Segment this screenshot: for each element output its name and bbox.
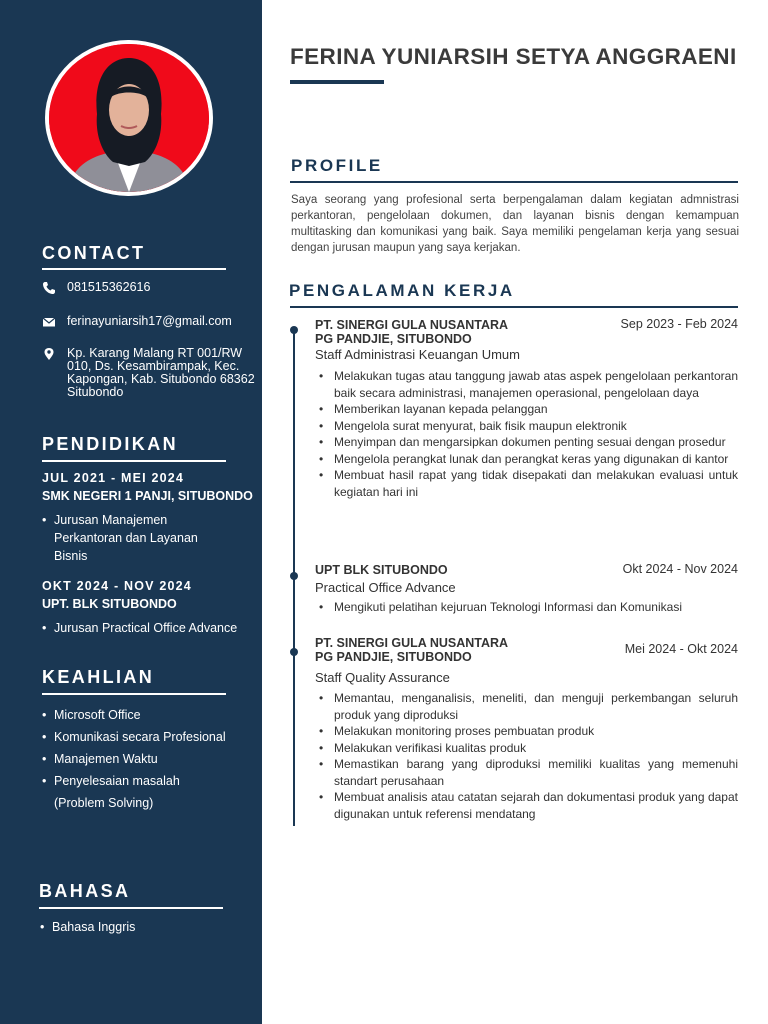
skills-divider [42, 693, 226, 695]
list-item: • Melakukan tugas atau tanggung jawab atas aspek pengelolaan perkantoran baik secara administrasi, manajemen operasional, pengelolaan daya [315, 368, 738, 401]
profile-summary: Saya seorang yang profesional serta berpengalaman dalam kegiatan admnistrasi perkantoran, pengelolaan dokumen, dan layanan bisnis dengan kemampuan multitasking dan komunikasi yang baik. Saya memiliki pengelaman kerja yang sesuai dengan jurusan maupun yang saya kerjakan. [291, 194, 739, 254]
profile-heading: PROFILE [291, 156, 383, 175]
list-item: • Microsoft Office [42, 704, 242, 726]
job-role: Staff Administrasi Keuangan Umum [315, 347, 520, 362]
list-item: • Mengelola surat menyurat, baik fisik maupun elektronik [315, 418, 738, 435]
list-item: • Memantau, menganalisis, meneliti, dan menguji perkembangan seluruh produk yang diproduksi [315, 690, 738, 723]
experience-heading: PENGALAMAN KERJA [289, 281, 515, 300]
education-details [42, 511, 222, 565]
list-item: • Membuat hasil rapat yang tidak disepakati dan melakukan evaluasi untuk kegiatan hari ini [315, 467, 738, 500]
list-item: • Jurusan Practical Office Advance [42, 619, 252, 637]
company-name: UPT BLK SITUBONDO [315, 563, 448, 577]
education-divider [42, 460, 226, 462]
education-school: UPT. BLK SITUBONDO [42, 597, 177, 611]
company-name: PT. SINERGI GULA NUSANTARA [315, 636, 509, 650]
address-text: Kp. Karang Malang RT 001/RW 010, Ds. Kesambirampak, Kec. Kapongan, Kab. Situbondo 68362 Situbondo [67, 346, 255, 399]
education-details [42, 619, 252, 637]
languages-divider [39, 907, 223, 909]
contact-heading: CONTACT [42, 243, 146, 263]
job-date: Sep 2023 - Feb 2024 [620, 317, 738, 331]
job-date: Okt 2024 - Nov 2024 [622, 562, 738, 576]
timeline-dot [290, 326, 298, 334]
job-duties [315, 690, 738, 822]
mail-icon [42, 315, 56, 329]
job-company [315, 563, 448, 577]
list-item: • Memastikan barang yang diproduksi memiliki kualitas yang memenuhi standart perusahaan [315, 756, 738, 789]
job-role: Staff Quality Assurance [315, 670, 450, 685]
job-role: Practical Office Advance [315, 580, 456, 595]
job-duties [315, 368, 738, 500]
experience-divider [290, 306, 738, 308]
skills-list [42, 704, 242, 814]
list-item: • Mengikuti pelatihan kejuruan Teknologi Informasi dan Komunikasi [315, 599, 738, 616]
location-pin-icon [42, 347, 56, 361]
person-portrait-icon [49, 44, 209, 192]
job-company [315, 318, 508, 346]
company-name: PT. SINERGI GULA NUSANTARA [315, 318, 509, 332]
company-location: PG PANDJIE, SITUBONDO [315, 332, 472, 346]
profile-divider [290, 181, 738, 183]
list-item: • Membuat analisis atau catatan sejarah dan dokumentasi produk yang dapat digunakan untuk referensi mendatang [315, 789, 738, 822]
company-location: PG PANDJIE, SITUBONDO [315, 650, 472, 664]
job-company [315, 636, 508, 664]
languages-list [40, 918, 240, 936]
languages-heading: BAHASA [39, 881, 131, 901]
person-name: FERINA YUNIARSIH SETYA ANGGRAENI [290, 44, 737, 69]
phone-number[interactable]: 081515362616 [67, 280, 151, 294]
education-heading: PENDIDIKAN [42, 434, 179, 454]
skills-heading: KEAHLIAN [42, 667, 155, 687]
education-school: SMK NEGERI 1 PANJI, SITUBONDO [42, 489, 253, 503]
timeline-dot [290, 572, 298, 580]
job-date: Mei 2024 - Okt 2024 [624, 642, 738, 656]
sidebar [0, 0, 262, 1024]
job-duties [315, 599, 738, 616]
education-date: JUL 2021 - MEI 2024 [42, 471, 185, 485]
education-date: OKT 2024 - NOV 2024 [42, 579, 192, 593]
contact-divider [42, 268, 226, 270]
list-item: • Menyimpan dan mengarsipkan dokumen penting sesuai dengan prosedur [315, 434, 738, 451]
list-item: • Komunikasi secara Profesional [42, 726, 242, 748]
list-item: • Jurusan Manajemen Perkantoran dan Layanan Bisnis [42, 511, 222, 565]
list-item: • Mengelola perangkat lunak dan perangkat keras yang digunakan di kantor [315, 451, 738, 468]
profile-photo [45, 40, 213, 196]
phone-icon [42, 281, 56, 295]
list-item: • Melakukan verifikasi kualitas produk [315, 740, 738, 757]
list-item: • Manajemen Waktu [42, 748, 242, 770]
list-item: • Melakukan monitoring proses pembuatan produk [315, 723, 738, 740]
name-underline [290, 80, 384, 84]
list-item: • Bahasa Inggris [40, 918, 240, 936]
timeline-dot [290, 648, 298, 656]
list-item: • Memberikan layanan kepada pelanggan [315, 401, 738, 418]
list-item: • Penyelesaian masalah (Problem Solving) [42, 770, 184, 814]
email-address[interactable]: ferinayuniarsih17@gmail.com [67, 314, 232, 328]
